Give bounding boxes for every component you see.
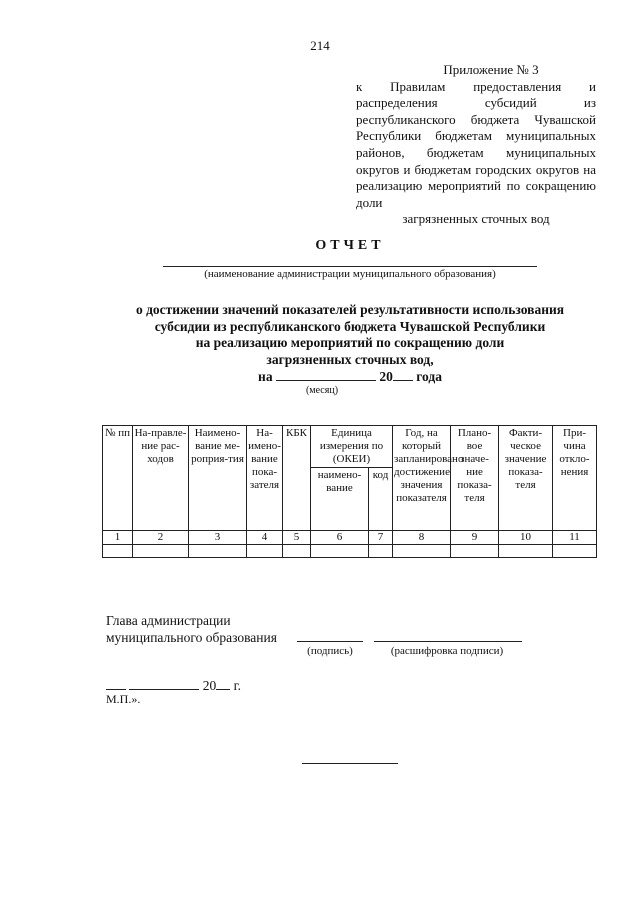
appendix-block [356,62,596,228]
signature-decode-caption: (расшифровка подписи) [390,645,504,657]
date-suffix: г. [233,678,242,693]
table-cell[interactable] [247,545,283,558]
header-actual: Факти-ческое значение показа-теля [499,426,553,531]
admin-name-line [163,266,537,267]
admin-name-caption: (наименование администрации муниципального образования) [204,268,496,280]
header-reason: При-чина откло-нения [553,426,597,531]
header-indicator-name: На-имено-вание пока-зателя [247,426,283,531]
table-cell[interactable] [133,545,189,558]
table-cell[interactable] [451,545,499,558]
header-year: Год, на который запланировано достижение значения показателя [393,426,451,531]
report-table [102,425,597,558]
table-cell[interactable] [103,545,133,558]
header-event-name: Наимено-вание ме-роприя-тия [189,426,247,531]
subtitle-line: на реализацию мероприятий по сокращению доли [195,335,505,350]
report-subtitle [100,302,600,368]
table-cell[interactable] [283,545,311,558]
subtitle-line: загрязненных сточных вод, [266,351,434,367]
subheader-unit-name: наимено-вание [311,468,369,531]
date-year-prefix: 20 [202,678,217,693]
signature-line1: Глава администрации [106,613,231,628]
appendix-last-line: загрязненных сточных вод [402,211,550,227]
table-cell[interactable] [553,545,597,558]
year-suffix: года [416,369,442,384]
month-caption: (месяц) [305,385,339,396]
col-number: 3 [189,531,247,545]
page-number: 214 [310,38,330,53]
day-blank[interactable] [106,677,126,690]
signature-blank[interactable] [297,641,363,642]
table-row [103,545,597,558]
header-num: № пп [103,426,133,531]
table-cell[interactable] [311,545,369,558]
col-number: 6 [311,531,369,545]
header-planned: Плано-вое значе-ние показа-теля [451,426,499,531]
table-cell[interactable] [393,545,451,558]
end-divider [302,763,398,764]
table-cell[interactable] [189,545,247,558]
on-label: на [258,369,273,384]
month-blank[interactable] [276,368,376,381]
col-number: 4 [247,531,283,545]
col-number: 7 [369,531,393,545]
year-blank[interactable] [393,368,413,381]
report-title: ОТЧЕТ [315,238,385,253]
header-kbk: КБК [283,426,311,531]
subtitle-line: о достижении значений показателей результативности использования [135,302,565,317]
signature-caption: (подпись) [307,645,353,657]
col-number: 8 [393,531,451,545]
col-number: 9 [451,531,499,545]
col-number: 11 [553,531,597,545]
table-cell[interactable] [499,545,553,558]
date-year-blank[interactable] [216,677,230,690]
appendix-text: к Правилам предоставления и распределения субсидий из республиканского бюджета Чувашской Республики бюджетам муниципальных районов, бюджетам муниципальных округов и бюджетам городских округов на реализацию мероприятий по сокращению доли [356,78,596,210]
report-period-row [100,368,600,385]
col-number: 10 [499,531,553,545]
header-unit: Единица измерения по (ОКЕИ) [311,426,393,468]
col-number: 1 [103,531,133,545]
subheader-unit-code: код [369,468,393,531]
month-date-blank[interactable] [129,677,199,690]
stamp-place: М.П.». [106,692,141,706]
appendix-title: Приложение № 3 [443,62,539,77]
header-direction: На-правле-ние рас-ходов [133,426,189,531]
signature-decode-blank[interactable] [374,641,522,642]
col-number: 5 [283,531,311,545]
col-number: 2 [133,531,189,545]
signature-line2: муниципального образования [106,630,277,645]
subtitle-line: субсидии из республиканского бюджета Чувашской Республики [154,318,546,334]
signature-title [106,612,277,646]
table-cell[interactable] [369,545,393,558]
year-prefix: 20 [379,369,393,384]
